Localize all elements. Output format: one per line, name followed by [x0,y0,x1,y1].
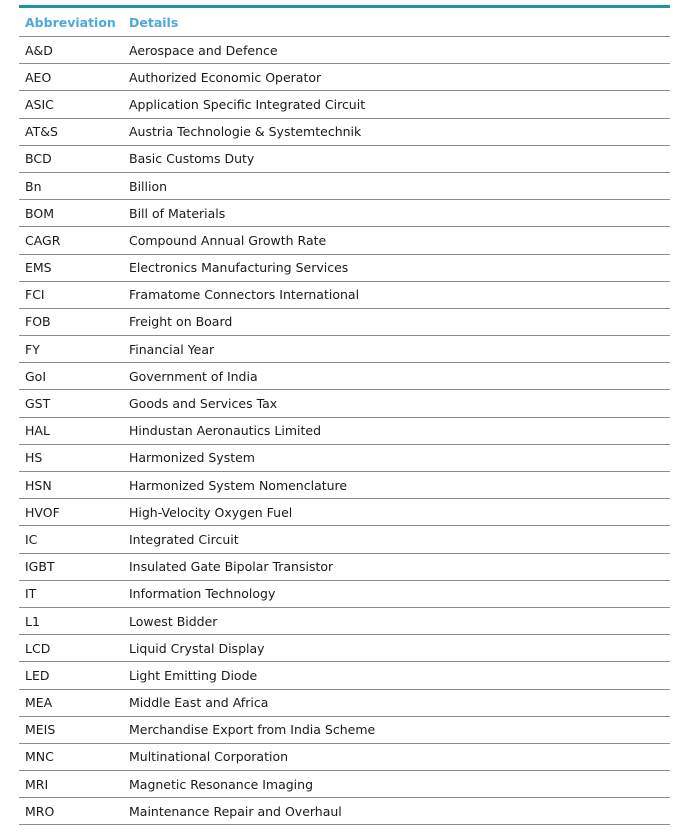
table-row [19,743,670,770]
details-cell: Austria Technologie & Systemtechnik [123,118,670,145]
details-cell: Multinational Corporation [123,743,670,770]
table-row [19,254,670,281]
details-cell: Harmonized System Nomenclature [123,472,670,499]
abbreviation-cell: CAGR [19,227,123,254]
abbreviations-table [19,8,670,825]
table-row [19,580,670,607]
abbreviation-cell: BCD [19,145,123,172]
details-cell: Bill of Materials [123,200,670,227]
table-row [19,91,670,118]
details-cell: Electronics Manufacturing Services [123,254,670,281]
details-cell: Billion [123,172,670,199]
table-row [19,771,670,798]
abbreviation-cell: ASIC [19,91,123,118]
table-row [19,607,670,634]
details-cell: Maintenance Repair and Overhaul [123,798,670,825]
table-row [19,118,670,145]
details-cell: Integrated Circuit [123,526,670,553]
abbreviation-cell: L1 [19,607,123,634]
table-row [19,635,670,662]
details-cell: Freight on Board [123,308,670,335]
table-header [19,8,670,37]
table-row [19,444,670,471]
table-row [19,363,670,390]
details-cell: Goods and Services Tax [123,390,670,417]
abbreviation-cell: BOM [19,200,123,227]
table-row [19,499,670,526]
table-row [19,472,670,499]
abbreviation-cell: FCI [19,281,123,308]
header-row [19,8,670,37]
abbreviation-cell: LCD [19,635,123,662]
details-cell: Government of India [123,363,670,390]
details-cell: High-Velocity Oxygen Fuel [123,499,670,526]
details-cell: Harmonized System [123,444,670,471]
table-row [19,662,670,689]
abbreviation-cell: HS [19,444,123,471]
abbreviation-cell: IGBT [19,553,123,580]
header-details: Details [123,8,670,37]
abbreviation-cell: IC [19,526,123,553]
abbreviation-cell: MNC [19,743,123,770]
table-row [19,390,670,417]
details-cell: Framatome Connectors International [123,281,670,308]
details-cell: Liquid Crystal Display [123,635,670,662]
details-cell: Authorized Economic Operator [123,64,670,91]
table-row [19,798,670,825]
abbreviation-cell: FY [19,336,123,363]
abbreviation-cell: IT [19,580,123,607]
details-cell: Basic Customs Duty [123,145,670,172]
table-row [19,200,670,227]
table-row [19,417,670,444]
abbreviations-table-container [19,5,670,825]
abbreviation-cell: MEA [19,689,123,716]
abbreviation-cell: LED [19,662,123,689]
details-cell: Information Technology [123,580,670,607]
table-row [19,64,670,91]
abbreviation-cell: HVOF [19,499,123,526]
abbreviation-cell: MRI [19,771,123,798]
abbreviation-cell: HAL [19,417,123,444]
table-body [19,37,670,825]
abbreviation-cell: FOB [19,308,123,335]
header-abbreviation: Abbreviation [19,8,123,37]
details-cell: Compound Annual Growth Rate [123,227,670,254]
abbreviation-cell: MRO [19,798,123,825]
table-row [19,145,670,172]
abbreviation-cell: AEO [19,64,123,91]
table-row [19,37,670,64]
table-row [19,689,670,716]
table-row [19,526,670,553]
details-cell: Lowest Bidder [123,607,670,634]
table-row [19,336,670,363]
details-cell: Hindustan Aeronautics Limited [123,417,670,444]
table-row [19,716,670,743]
abbreviation-cell: GoI [19,363,123,390]
abbreviation-cell: EMS [19,254,123,281]
details-cell: Merchandise Export from India Scheme [123,716,670,743]
details-cell: Light Emitting Diode [123,662,670,689]
details-cell: Application Specific Integrated Circuit [123,91,670,118]
abbreviation-cell: MEIS [19,716,123,743]
abbreviation-cell: A&D [19,37,123,64]
table-row [19,172,670,199]
details-cell: Aerospace and Defence [123,37,670,64]
details-cell: Insulated Gate Bipolar Transistor [123,553,670,580]
details-cell: Magnetic Resonance Imaging [123,771,670,798]
details-cell: Middle East and Africa [123,689,670,716]
table-row [19,227,670,254]
abbreviation-cell: HSN [19,472,123,499]
details-cell: Financial Year [123,336,670,363]
abbreviation-cell: AT&S [19,118,123,145]
table-row [19,308,670,335]
abbreviation-cell: GST [19,390,123,417]
table-row [19,281,670,308]
abbreviation-cell: Bn [19,172,123,199]
table-row [19,553,670,580]
